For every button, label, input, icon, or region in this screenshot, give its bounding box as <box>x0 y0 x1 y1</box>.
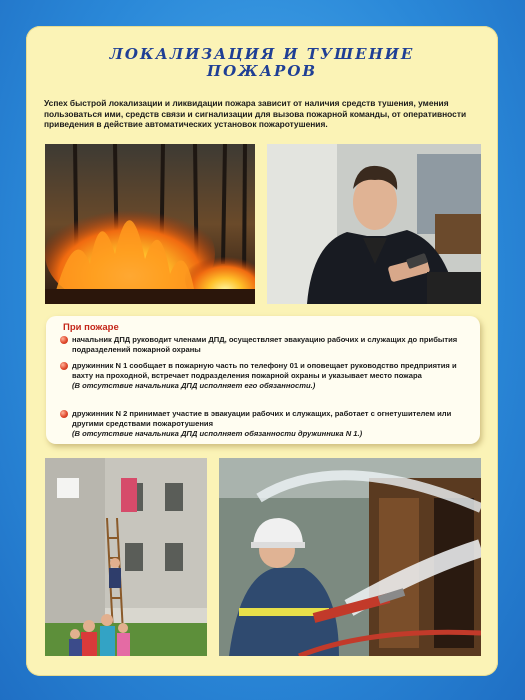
forest-fire-photo <box>45 144 255 304</box>
fire-rule-text: начальник ДПД руководит членами ДПД, осуществляет эвакуацию рабочих и служащих до прибытия подразделений пожарной охраны <box>72 335 458 354</box>
title-line-2: ПОЖАРОВ <box>206 62 318 80</box>
bullet-icon <box>60 362 68 370</box>
title-line-1: ЛОКАЛИЗАЦИЯ И ТУШЕНИЕ <box>109 45 415 63</box>
evacuation-photo <box>45 458 207 656</box>
fire-rules-box <box>46 316 480 444</box>
fire-rule-item <box>60 335 470 355</box>
fire-rule-text: дружинник N 1 сообщает в пожарную часть по телефону 01 и оповещает руководство предприятия и вахту на проходной, встречает подразделения пожарной охраны и указывает место пожара <box>72 361 457 380</box>
fire-rule-item <box>60 409 470 439</box>
fire-rule-note: (В отсутствие начальника ДПД исполняет его обязанности.) <box>72 381 316 390</box>
bullet-icon <box>60 410 68 418</box>
intro-paragraph: Успех быстрой локализации и ликвидации пожара зависит от наличия средств тушения, умения пользоваться ими, средств связи и сигнализации для вызова пожарной команды, от оперативности приведения в действие автоматических установок пожаротушения. <box>44 98 467 129</box>
firefighter-photo <box>219 458 481 656</box>
fire-rules-heading: При пожаре <box>63 322 119 333</box>
poster-sheet <box>26 26 498 676</box>
man-calling-photo <box>267 144 481 304</box>
fire-rule-text: дружинник N 2 принимает участие в эвакуации рабочих и служащих, работает с огнетушителем или другими средствами пожаротушения <box>72 409 452 428</box>
fire-rule-note: (В отсутствие начальника ДПД исполняет обязанности дружинника N 1.) <box>72 429 363 438</box>
bullet-icon <box>60 336 68 344</box>
fire-rule-item <box>60 361 470 391</box>
poster-title <box>26 46 498 80</box>
